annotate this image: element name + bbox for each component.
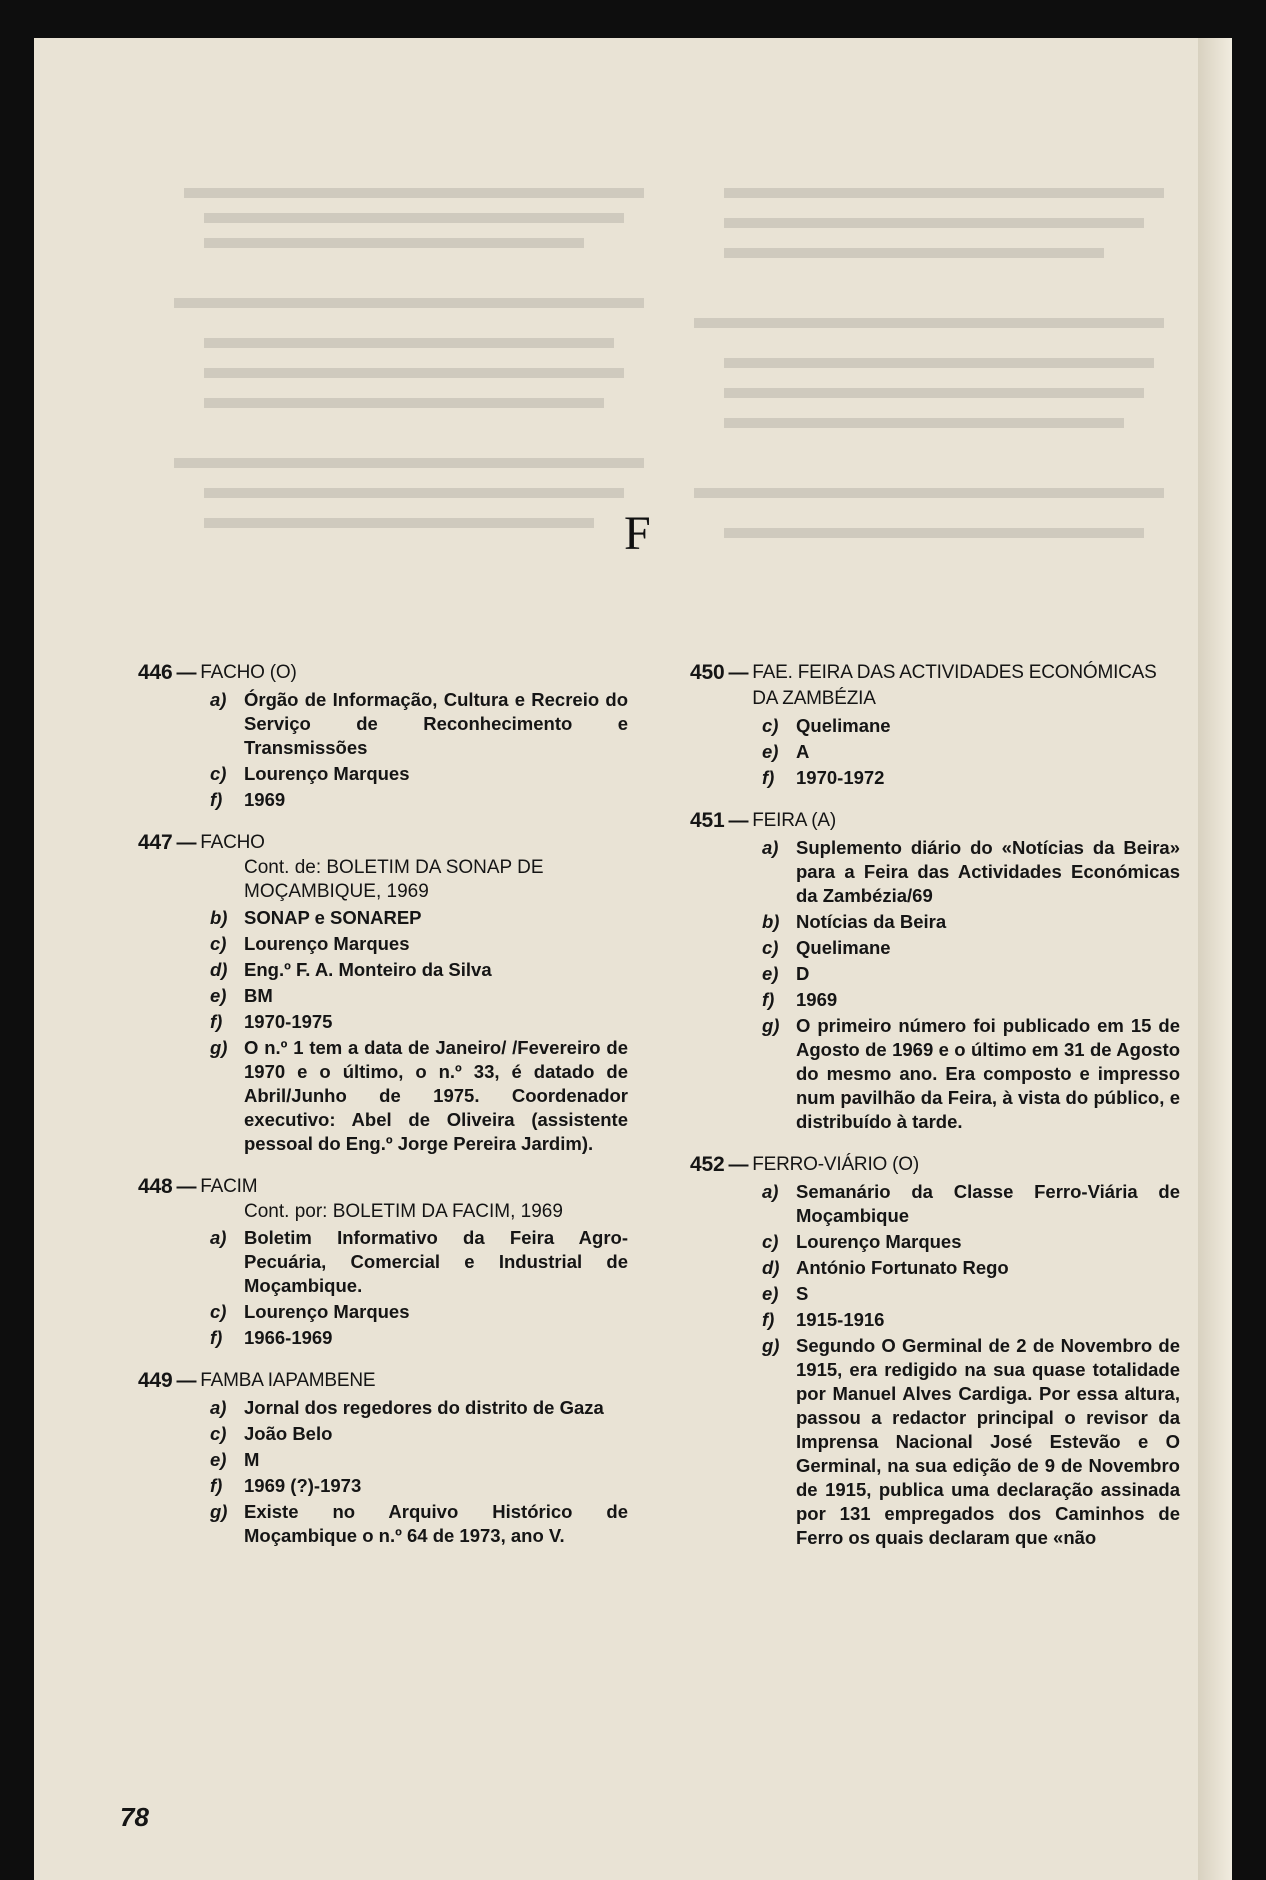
continuation-note: Cont. por: BOLETIM DA FACIM, 1969 [244,1201,563,1222]
entry-field: d) Eng.º F. A. Monteiro da Silva [210,959,492,980]
right-column [690,660,1180,1568]
entry-field: c) Quelimane [762,937,891,958]
entry-field: c) João Belo [210,1423,333,1444]
entry-447 [138,830,628,1156]
entry-field: b) Notícias da Beira [762,911,947,932]
entry-title: FACHO (O) [200,662,297,683]
left-column [138,660,628,1566]
entry-field: c) Lourenço Marques [762,1231,962,1252]
entry-field: a) Semanário da Classe Ferro-Viária de Moçambique [762,1181,1180,1226]
entry-number: 449 [138,1369,173,1392]
entry-452 [690,1152,1180,1550]
entry-450 [690,660,1180,790]
entry-field: f) 1969 [210,789,286,810]
section-letter: F [624,507,651,560]
entry-field: g) O n.º 1 tem a data de Janeiro/ /Fevereiro de 1970 e o último, o n.º 33, é datado de Abril/Junho de 1975. Coordenador executivo: Abel de Oliveira (assistente pessoal do Eng.º Jorge Pereira Jardim). [210,1037,628,1154]
entry-field: f) 1970-1972 [762,767,885,788]
entry-number: 452 [690,1153,725,1176]
entry-field: d) António Fortunato Rego [762,1257,1009,1278]
entry-number: 447 [138,831,173,854]
entry-heading: 449 — FAMBA IAPAMBENE [138,1369,376,1392]
entry-field: b) SONAP e SONAREP [210,907,422,928]
entry-field: e) BM [210,985,273,1006]
entry-field: a) Suplemento diário do «Notícias da Beira» para a Feira das Actividades Económicas da Zambézia/69 [762,837,1180,906]
entry-field: c) Lourenço Marques [210,763,410,784]
entry-451 [690,808,1180,1134]
entry-field: e) M [210,1449,260,1470]
entry-title: FEIRA (A) [752,810,836,831]
continuation-note: Cont. de: BOLETIM DA SONAP DE MOÇAMBIQUE, 1969 [244,857,544,902]
entry-field: f) 1970-1975 [210,1011,333,1032]
entry-field: e) A [762,741,810,762]
entry-field: a) Boletim Informativo da Feira Agro-Pecuária, Comercial e Industrial de Moçambique. [210,1227,628,1296]
entry-field: e) D [762,963,810,984]
entry-field: f) 1969 (?)-1973 [210,1475,362,1496]
entry-title: FAMBA IAPAMBENE [200,1370,376,1391]
entry-title: FERRO-VIÁRIO (O) [752,1154,920,1175]
entry-title: FACIM [200,1176,258,1197]
entry-title: FACHO [200,832,265,853]
entry-field: f) 1969 [762,989,838,1010]
entry-heading: 447 — FACHO [138,831,265,854]
entry-heading: 446 — FACHO (O) [138,661,297,684]
entry-number: 446 [138,661,173,684]
entry-number: 451 [690,809,725,832]
entry-446 [138,660,628,812]
entry-heading: 448 — FACIM [138,1175,258,1198]
entry-field: c) Lourenço Marques [210,1301,410,1322]
entry-field: e) S [762,1283,809,1304]
entry-heading: 451 — FEIRA (A) [690,809,836,832]
entry-field: c) Lourenço Marques [210,933,410,954]
entry-heading: 450 — FAE. FEIRA DAS ACTIVIDADES ECONÓMICAS DA ZAMBÉZIA [690,660,1180,712]
entry-field: a) Órgão de Informação, Cultura e Recreio do Serviço de Reconhecimento e Transmissões [210,689,628,758]
entry-heading: 452 — FERRO-VIÁRIO (O) [690,1153,920,1176]
entry-field: f) 1966-1969 [210,1327,333,1348]
entry-449 [138,1368,628,1548]
entry-field: g) O primeiro número foi publicado em 15 de Agosto de 1969 e o último em 31 de Agosto do mesmo ano. Era composto e impresso num pavilhão da Feira, à vista do público, e distribuído à tarde. [762,1015,1180,1132]
entry-448 [138,1174,628,1350]
document-page [34,38,1232,1880]
entry-field: a) Jornal dos regedores do distrito de Gaza [210,1397,604,1418]
entry-title: FAE. FEIRA DAS ACTIVIDADES ECONÓMICAS DA ZAMBÉZIA [752,662,1157,709]
entry-number: 448 [138,1175,173,1198]
entry-field: c) Quelimane [762,715,891,736]
entry-number: 450 [690,661,725,684]
entry-field: f) 1915-1916 [762,1309,885,1330]
page-number: 78 [120,1802,149,1832]
entry-field: g) Segundo O Germinal de 2 de Novembro de 1915, era redigido na sua quase totalidade por Manuel Alves Cardiga. Por essa altura, passou a redactor principal o revisor da Imprensa Nacional José Estevão e O Germinal, na sua edição de 9 de Novembro de 1915, publica uma declaração assinada por 131 empregados dos Caminhos de Ferro os quais declaram que «não [762,1335,1180,1548]
entry-field: g) Existe no Arquivo Histórico de Moçambique o n.º 64 de 1973, ano V. [210,1501,628,1546]
